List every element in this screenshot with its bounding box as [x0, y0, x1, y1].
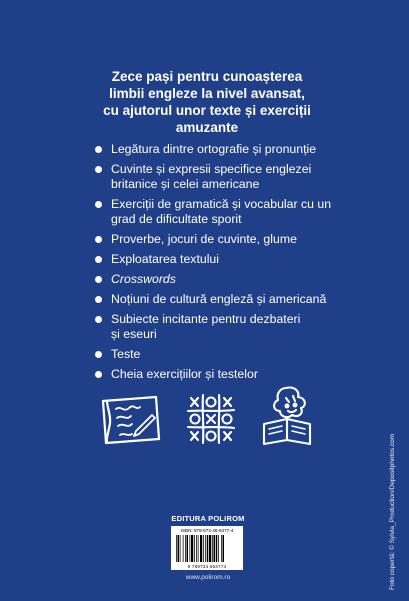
feature-text: Crosswords	[111, 272, 176, 286]
feature-text: și eseuri	[111, 327, 157, 341]
feature-item	[94, 312, 334, 342]
feature-text: Cuvinte și expresii specifice englezei	[111, 162, 312, 176]
reading-cartoon-icon	[260, 384, 316, 448]
publisher-name: EDITURA POLIROM	[171, 514, 245, 523]
feature-item	[94, 232, 334, 247]
feature-text: Exerciții de gramatică și vocabular cu un	[111, 197, 332, 211]
feature-text: Teste	[111, 347, 141, 361]
headline-line: cu ajutorul unor texte și exerciții	[103, 103, 311, 118]
photo-credit: Foto copertă: © Sylvia_Production/Depositphotos.com	[389, 433, 396, 590]
tic-tac-toe-icon	[186, 392, 236, 446]
barcode-label	[171, 526, 243, 570]
headline-line: limbii engleze la nivel avansat,	[109, 86, 305, 101]
headline-line: amuzante	[175, 120, 239, 135]
feature-item	[94, 252, 334, 267]
headline	[96, 68, 318, 136]
feature-text: Proverbe, jocuri de cuvinte, glume	[111, 232, 297, 246]
feature-item	[94, 142, 334, 157]
feature-text: Subiecte incitante pentru dezbateri	[111, 312, 301, 326]
feature-text: Cheia exercițiilor și testelor	[111, 367, 258, 381]
feature-item	[94, 367, 334, 382]
feature-text: Noțiuni de cultură engleză și americană	[111, 292, 327, 306]
isbn-text: ISBN: 978-973-46-6377-4	[180, 528, 234, 533]
barcode-digits: 9 789734 663774	[187, 564, 227, 569]
writing-pad-icon	[98, 393, 164, 447]
feature-text: britanice și celei americane	[111, 177, 260, 191]
feature-item	[94, 162, 334, 192]
headline-line: Zece pași pentru cunoașterea	[111, 69, 303, 84]
feature-text: Legătura dintre ortografie și pronunție	[111, 142, 317, 156]
feature-text: grad de dificultate sporit	[111, 212, 242, 226]
feature-item	[94, 347, 334, 362]
barcode-icon	[174, 535, 240, 562]
feature-item	[94, 197, 334, 227]
feature-item	[94, 272, 334, 287]
website-url: www.polirom.ro	[185, 574, 231, 581]
feature-text: Exploatarea textului	[111, 252, 220, 266]
feature-list	[94, 142, 334, 387]
feature-item	[94, 292, 334, 307]
